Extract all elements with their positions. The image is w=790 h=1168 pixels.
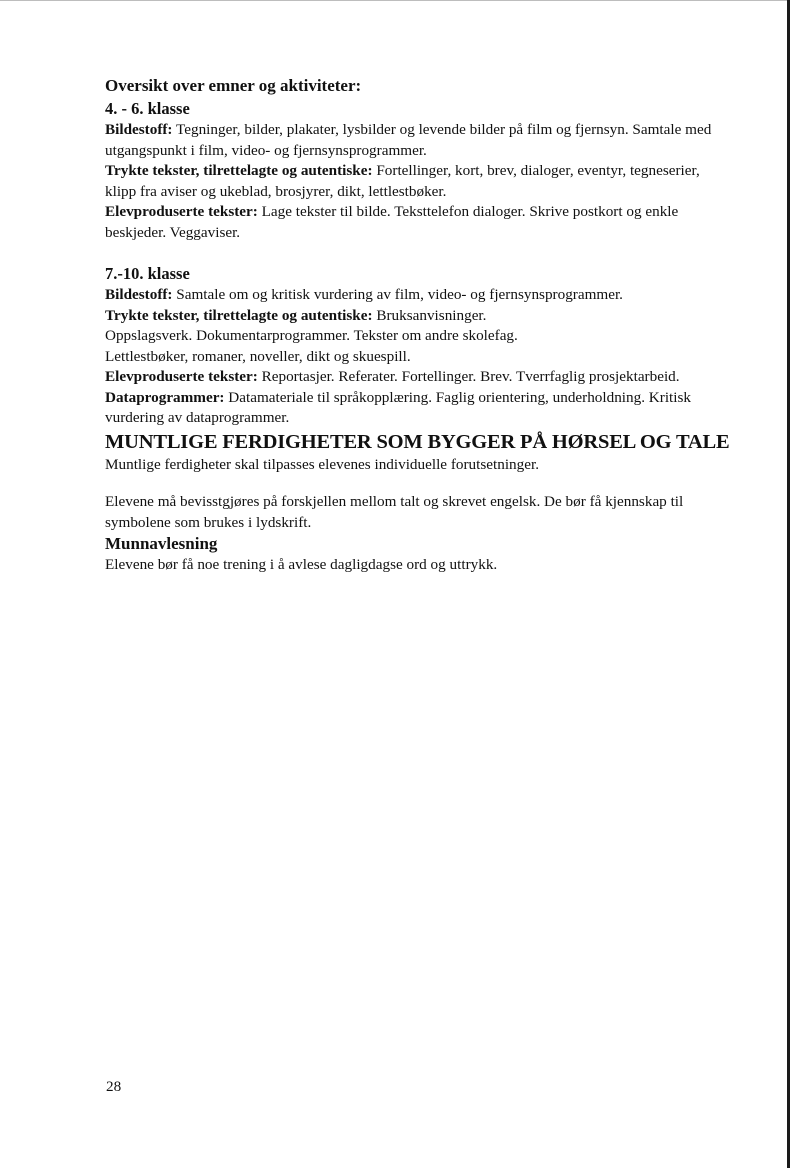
bildestoff-label: Bildestoff:	[105, 286, 173, 303]
grade-4-6-bildestoff	[105, 120, 733, 161]
page-content	[105, 74, 733, 576]
trykte-text: Bruksanvisninger.	[372, 306, 487, 324]
main-section-heading: MUNTLIGE FERDIGHETER SOM BYGGER PÅ HØRSEL OG TALE	[105, 430, 730, 453]
grade-4-6-heading: 4. - 6. klasse	[105, 99, 190, 118]
scan-top-edge	[0, 0, 790, 1]
page-number: 28	[106, 1078, 122, 1095]
elevproduserte-text: Reportasjer. Referater. Fortellinger. Brev. Tverrfaglig prosjektarbeid.	[257, 368, 680, 385]
grade-4-6-trykte	[105, 161, 733, 202]
elevproduserte-label: Elevproduserte tekster:	[105, 203, 258, 220]
dataprogrammer-label: Dataprogrammer:	[105, 388, 225, 406]
dataprogrammer-text: Datamateriale til språkopplæring. Faglig orientering, underholdning. Kritisk vurdering av dataprogrammer.	[105, 388, 691, 426]
grade-7-10-elevproduserte	[105, 367, 733, 388]
bildestoff-label: Bildestoff:	[105, 121, 173, 138]
grade-7-10-dataprogrammer	[105, 388, 733, 429]
grade-7-10-trykte	[105, 306, 733, 327]
bildestoff-text: Samtale om og kritisk vurdering av film, video- og fjernsynsprogrammer.	[172, 286, 623, 303]
trykte-text: Fortellinger, kort, brev, dialoger, eventyr, tegneserier, klipp fra aviser og ukeblad, brosjyrer, dikt, lettlestbøker.	[105, 162, 700, 200]
paragraph-talt-skrevet: Elevene må bevisstgjøres på forskjellen mellom talt og skrevet engelsk. De bør få kjennskap til symbolene som brukes i lydskrift.	[105, 493, 684, 531]
bildestoff-text: Tegninger, bilder, plakater, lysbilder og levende bilder på film og fjernsyn. Samtale med utgangspunkt i film, video- og fjernsynsprogrammer.	[105, 121, 712, 159]
grade-4-6-elevproduserte	[105, 202, 733, 243]
trykte-label: Trykte tekster, tilrettelagte og autentiske:	[105, 162, 373, 179]
paragraph-muntlige-ferdigheter: Muntlige ferdigheter skal tilpasses elevenes individuelle forutsetninger.	[105, 455, 539, 473]
grade-7-10-heading: 7.-10. klasse	[105, 264, 190, 283]
grade-7-10-lettlestboker: Lettlestbøker, romaner, noveller, dikt og skuespill.	[105, 347, 411, 365]
munnavlesning-text: Elevene bør få noe trening i å avlese dagligdagse ord og uttrykk.	[105, 556, 498, 573]
trykte-label: Trykte tekster, tilrettelagte og autentiske:	[105, 306, 373, 324]
elevproduserte-label: Elevproduserte tekster:	[105, 368, 258, 385]
overview-title: Oversikt over emner og aktiviteter:	[105, 76, 362, 95]
grade-7-10-oppslagsverk: Oppslagsverk. Dokumentarprogrammer. Tekster om andre skolefag.	[105, 327, 518, 344]
grade-7-10-bildestoff	[105, 285, 733, 306]
munnavlesning-heading: Munnavlesning	[105, 534, 218, 553]
elevproduserte-text: Lage tekster til bilde. Teksttelefon dialoger. Skrive postkort og enkle beskjeder. Veggaviser.	[105, 203, 679, 241]
